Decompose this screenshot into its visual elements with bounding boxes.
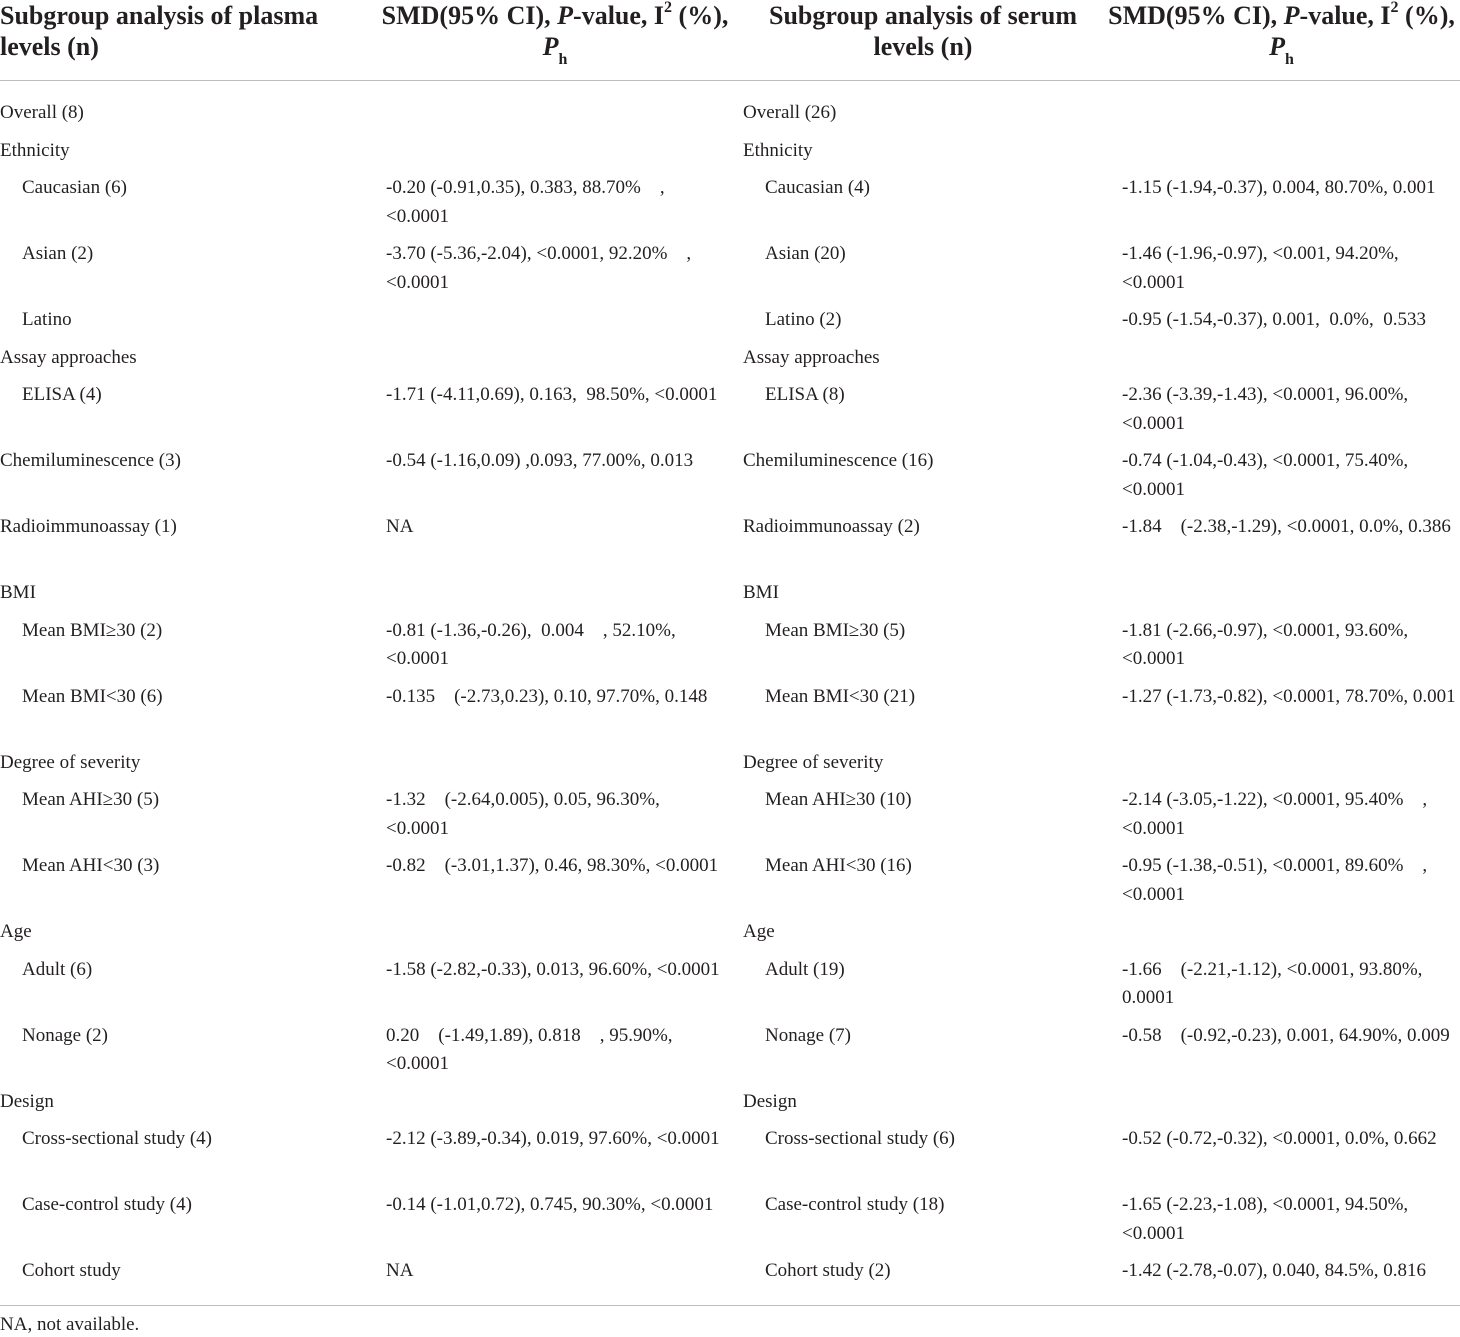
serum-label: Asian (20) bbox=[765, 243, 846, 264]
serum-value: -1.65 (-2.23,-1.08), <0.0001, 94.50%, <0.0001 bbox=[1122, 1194, 1409, 1244]
serum-label: Adult (19) bbox=[765, 958, 845, 980]
plasma-label: ELISA (4) bbox=[22, 384, 102, 405]
serum-value: -1.15 (-1.94,-0.37), 0.004, 80.70%, 0.001 bbox=[1122, 177, 1436, 198]
serum-value: -0.95 (-1.54,-0.37), 0.001, 0.0%, 0.533 bbox=[1122, 309, 1426, 330]
serum-label: Assay approaches bbox=[743, 346, 880, 368]
header-serum-sub: h bbox=[1284, 51, 1294, 69]
serum-label: Degree of severity bbox=[743, 751, 884, 773]
serum-label: Chemiluminescence (16) bbox=[743, 450, 934, 471]
plasma-label: Adult (6) bbox=[22, 958, 93, 980]
plasma-label: Assay approaches bbox=[0, 346, 137, 368]
header-serum-mid: -value, I bbox=[1299, 1, 1391, 30]
plasma-label: Cohort study bbox=[22, 1260, 121, 1281]
plasma-label: Ethnicity bbox=[0, 139, 70, 161]
plasma-label: Design bbox=[0, 1090, 54, 1112]
plasma-label: Chemiluminescence (3) bbox=[0, 450, 181, 471]
serum-value: -0.58 (-0.92,-0.23), 0.001, 64.90%, 0.009 bbox=[1122, 1024, 1450, 1046]
table-row bbox=[0, 683, 1460, 749]
header-serum-smd bbox=[1103, 0, 1460, 69]
plasma-value: -3.70 (-5.36,-2.04), <0.0001, 92.20% , <0.0001 bbox=[386, 243, 692, 293]
serum-value: -1.66 (-2.21,-1.12), <0.0001, 93.80%, 0.0001 bbox=[1122, 958, 1423, 1008]
plasma-label: Asian (2) bbox=[22, 243, 94, 264]
table-row bbox=[0, 918, 1460, 956]
table-row bbox=[0, 1191, 1460, 1257]
serum-value: -1.81 (-2.66,-0.97), <0.0001, 93.60%, <0.0001 bbox=[1122, 619, 1409, 669]
plasma-value: -0.82 (-3.01,1.37), 0.46, 98.30%, <0.0001 bbox=[386, 855, 719, 876]
plasma-value: -1.71 (-4.11,0.69), 0.163, 98.50%, <0.0001 bbox=[386, 384, 718, 405]
header-serum-ph: P bbox=[1269, 32, 1285, 61]
plasma-value: NA bbox=[386, 516, 414, 537]
table-row bbox=[0, 513, 1460, 579]
plasma-value: NA bbox=[386, 1260, 414, 1281]
plasma-label: Mean BMI<30 (6) bbox=[22, 685, 163, 707]
plasma-label: Caucasian (6) bbox=[22, 177, 127, 198]
plasma-value: -1.32 (-2.64,0.005), 0.05, 96.30%, <0.0001 bbox=[386, 789, 660, 839]
table-row bbox=[0, 786, 1460, 852]
plasma-value: 0.20 (-1.49,1.89), 0.818 , 95.90%, <0.0001 bbox=[386, 1024, 673, 1074]
table-row bbox=[0, 749, 1460, 787]
plasma-label: Radioimmunoassay (1) bbox=[0, 516, 177, 537]
header-serum-smd-prefix: SMD(95% CI), bbox=[1108, 1, 1284, 30]
table-header bbox=[0, 0, 1460, 81]
serum-label: Mean BMI≥30 (5) bbox=[765, 619, 906, 641]
header-serum-sup: 2 bbox=[1390, 0, 1399, 17]
plasma-label: Latino bbox=[22, 309, 72, 330]
serum-label: BMI bbox=[743, 582, 779, 603]
table-row bbox=[0, 344, 1460, 382]
plasma-label: Case-control study (4) bbox=[22, 1194, 192, 1215]
plasma-label: Degree of severity bbox=[0, 751, 141, 773]
serum-value: -2.36 (-3.39,-1.43), <0.0001, 96.00%, <0.0001 bbox=[1122, 384, 1409, 434]
serum-label: Cohort study (2) bbox=[765, 1260, 891, 1281]
header-plasma-mid: -value, I bbox=[573, 1, 665, 30]
serum-label: Overall (26) bbox=[743, 102, 837, 123]
table-row bbox=[0, 240, 1460, 306]
table-row bbox=[0, 174, 1460, 240]
serum-value: -1.46 (-1.96,-0.97), <0.001, 94.20%, <0.0001 bbox=[1122, 243, 1399, 293]
serum-value: -0.52 (-0.72,-0.32), <0.0001, 0.0%, 0.662 bbox=[1122, 1128, 1437, 1149]
header-plasma-ph: P bbox=[542, 32, 559, 61]
table-body bbox=[0, 99, 1460, 1295]
serum-label: Cross-sectional study (6) bbox=[765, 1128, 955, 1149]
plasma-label: Cross-sectional study (4) bbox=[22, 1128, 212, 1149]
table-row bbox=[0, 1257, 1460, 1295]
serum-value: -1.42 (-2.78,-0.07), 0.040, 84.5%, 0.816 bbox=[1122, 1260, 1426, 1281]
table-row bbox=[0, 1022, 1460, 1088]
serum-value: -0.74 (-1.04,-0.43), <0.0001, 75.40%, <0.0001 bbox=[1122, 450, 1409, 500]
plasma-value: -0.135 (-2.73,0.23), 0.10, 97.70%, 0.148 bbox=[386, 685, 708, 707]
plasma-value: -0.54 (-1.16,0.09) ,0.093, 77.00%, 0.013 bbox=[386, 450, 694, 471]
plasma-label: Nonage (2) bbox=[22, 1024, 108, 1046]
header-serum-pct: (%), bbox=[1398, 1, 1455, 30]
plasma-label: Mean AHI≥30 (5) bbox=[22, 789, 160, 810]
serum-label: Nonage (7) bbox=[765, 1024, 851, 1046]
plasma-label: Age bbox=[0, 921, 32, 942]
serum-label: Ethnicity bbox=[743, 139, 813, 161]
header-plasma-p: P bbox=[557, 1, 574, 30]
header-plasma-smd bbox=[370, 0, 740, 69]
plasma-value: -1.58 (-2.82,-0.33), 0.013, 96.60%, <0.0001 bbox=[386, 958, 720, 980]
table-row bbox=[0, 852, 1460, 918]
table-row bbox=[0, 956, 1460, 1022]
table-row bbox=[0, 381, 1460, 447]
plasma-label: Mean AHI<30 (3) bbox=[22, 855, 160, 876]
plasma-value: -2.12 (-3.89,-0.34), 0.019, 97.60%, <0.0001 bbox=[386, 1128, 720, 1149]
serum-label: Latino (2) bbox=[765, 309, 842, 330]
table-row bbox=[0, 99, 1460, 137]
header-plasma-sup: 2 bbox=[664, 0, 673, 17]
table-row bbox=[0, 579, 1460, 617]
plasma-label: Overall (8) bbox=[0, 102, 84, 123]
serum-value: -1.84 (-2.38,-1.29), <0.0001, 0.0%, 0.386 bbox=[1122, 516, 1451, 537]
table-row bbox=[0, 1125, 1460, 1191]
header-plasma-smd-prefix: SMD(95% CI), bbox=[381, 1, 558, 30]
table-row bbox=[0, 617, 1460, 683]
table-row bbox=[0, 306, 1460, 344]
header-plasma-sub: h bbox=[558, 51, 568, 69]
serum-label: ELISA (8) bbox=[765, 384, 845, 405]
plasma-value: -0.20 (-0.91,0.35), 0.383, 88.70% , <0.0001 bbox=[386, 177, 665, 227]
header-serum-p: P bbox=[1283, 1, 1300, 30]
serum-label: Mean AHI<30 (16) bbox=[765, 855, 912, 876]
header-serum-subgroup: Subgroup analysis of serum levels (n) bbox=[769, 1, 1077, 61]
serum-label: Mean BMI<30 (21) bbox=[765, 685, 916, 707]
serum-label: Design bbox=[743, 1090, 797, 1112]
header-plasma-subgroup: Subgroup analysis of plasma levels (n) bbox=[0, 1, 319, 61]
serum-value: -1.27 (-1.73,-0.82), <0.0001, 78.70%, 0.001 bbox=[1122, 685, 1456, 707]
plasma-label: BMI bbox=[0, 582, 36, 603]
table-row bbox=[0, 1088, 1460, 1126]
serum-label: Caucasian (4) bbox=[765, 177, 870, 198]
plasma-value: -0.14 (-1.01,0.72), 0.745, 90.30%, <0.0001 bbox=[386, 1194, 714, 1215]
serum-label: Age bbox=[743, 921, 775, 942]
serum-label: Radioimmunoassay (2) bbox=[743, 516, 920, 537]
serum-value: -0.95 (-1.38,-0.51), <0.0001, 89.60% , <0.0001 bbox=[1122, 855, 1428, 905]
plasma-label: Mean BMI≥30 (2) bbox=[22, 619, 163, 641]
serum-value: -2.14 (-3.05,-1.22), <0.0001, 95.40% , <0.0001 bbox=[1122, 789, 1428, 839]
serum-label: Mean AHI≥30 (10) bbox=[765, 789, 912, 810]
plasma-value: -0.81 (-1.36,-0.26), 0.004 , 52.10%, <0.0001 bbox=[386, 619, 676, 669]
table-footnote: NA, not available. bbox=[0, 1314, 140, 1335]
serum-label: Case-control study (18) bbox=[765, 1194, 945, 1215]
table-row bbox=[0, 447, 1460, 513]
table-row bbox=[0, 137, 1460, 175]
header-plasma-pct: (%), bbox=[672, 1, 729, 30]
table-bottom-rule bbox=[0, 1305, 1460, 1306]
